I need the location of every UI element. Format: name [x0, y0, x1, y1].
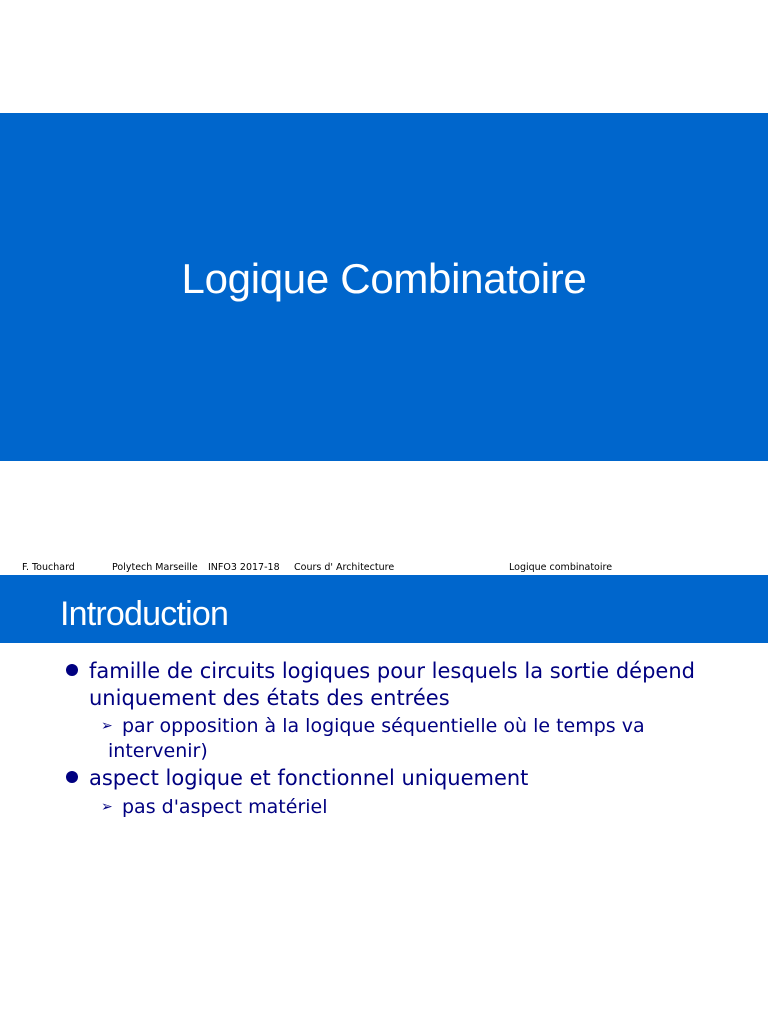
sub-bullet-1-line-1: par opposition à la logique séquentielle où le temps va — [122, 715, 645, 737]
section-heading: Introduction — [60, 595, 229, 633]
footer-topic: Logique combinatoire — [509, 562, 613, 573]
footer-subject: Cours d' Architecture — [294, 562, 395, 573]
footer-author: F. Touchard — [22, 562, 75, 573]
bullet-1-line-2: uniquement des états des entrées — [89, 686, 450, 710]
bullet-icon — [66, 664, 78, 676]
sub-bullet-1-line-2: intervenir) — [108, 740, 208, 762]
footer-school: Polytech Marseille — [112, 562, 198, 573]
bullet-1-line-1: famille de circuits logiques pour lesquels la sortie dépend — [89, 659, 695, 683]
bullet-icon — [66, 771, 78, 783]
bullet-2-line-1: aspect logique et fonctionnel uniquement — [89, 766, 529, 790]
sub-bullet-2-line-1: pas d'aspect matériel — [122, 796, 328, 818]
footer-course: INFO3 2017-18 — [208, 562, 280, 573]
arrowhead-icon: ➢ — [101, 799, 113, 815]
slide-title: Logique Combinatoire — [181, 255, 587, 302]
arrowhead-icon: ➢ — [101, 718, 113, 734]
